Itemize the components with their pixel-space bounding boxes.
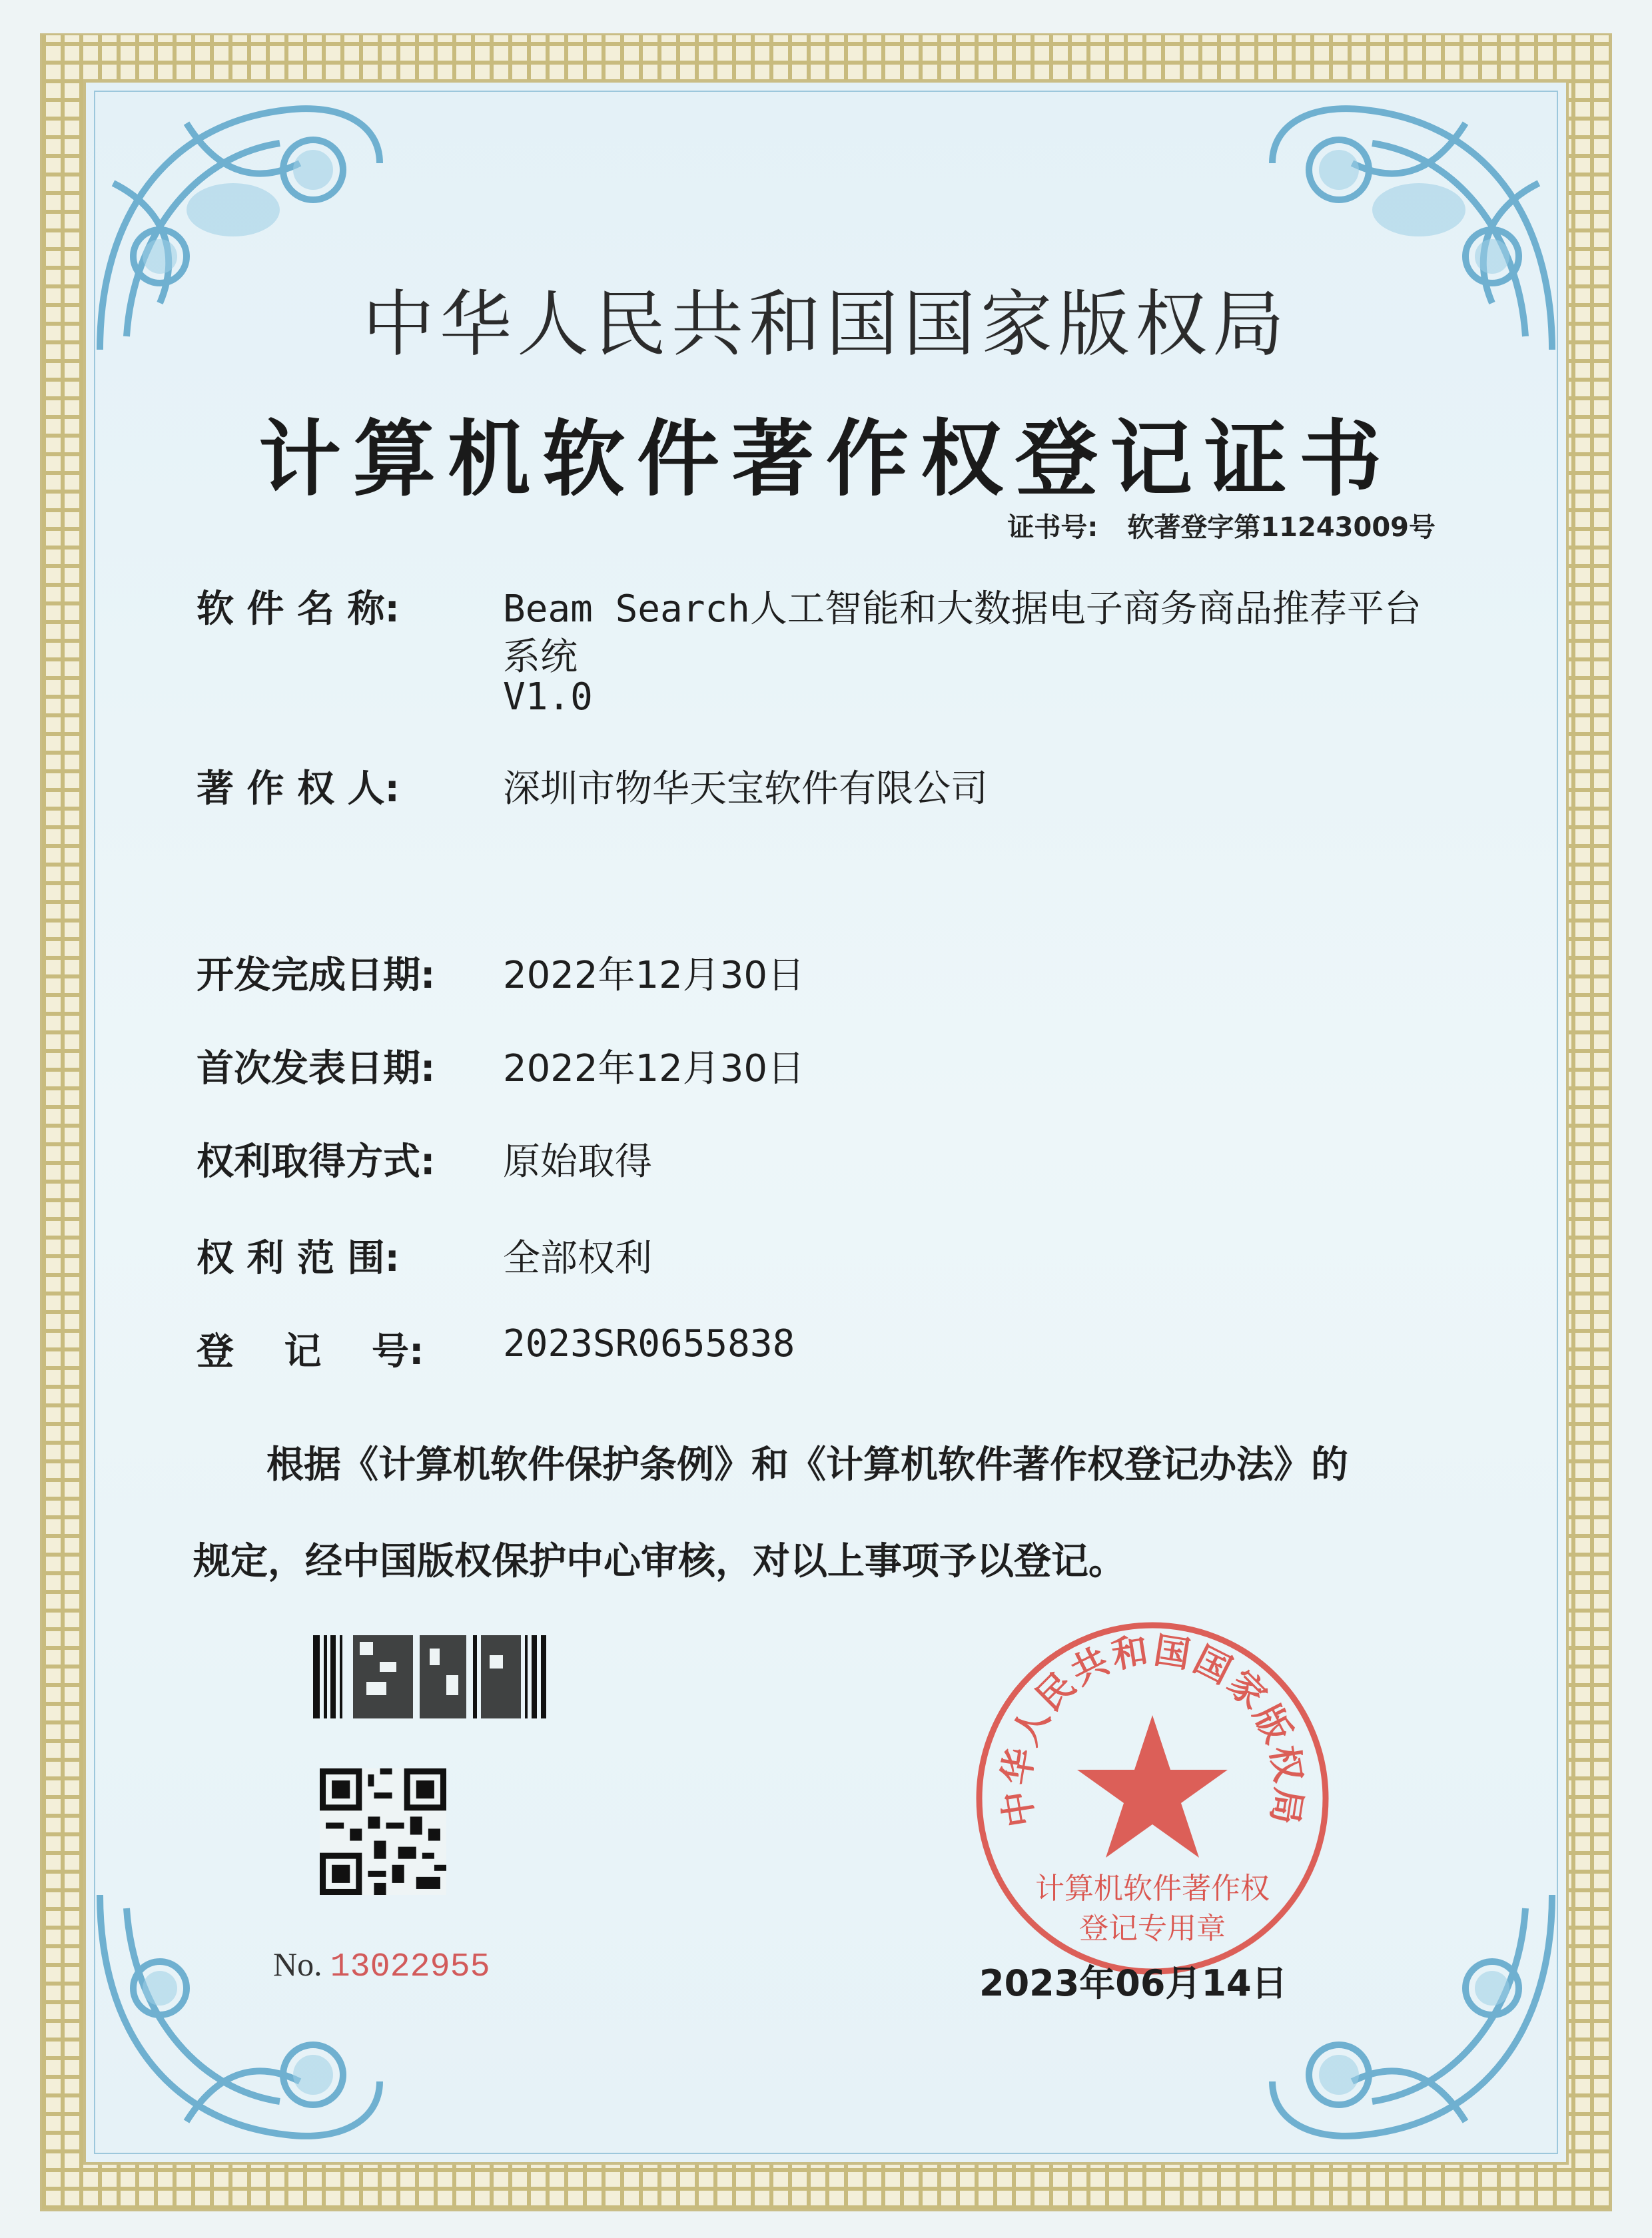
field-label: 著 作 权 人: (197, 767, 400, 811)
software-name-line2: 系统 (503, 635, 578, 679)
field-label: 首次发表日期: (197, 1047, 436, 1090)
dev-date-value: 2022年12月30日 (503, 954, 805, 997)
cert-no-value: 软著登字第11243009号 (1127, 512, 1436, 543)
software-name-line1: Beam Search人工智能和大数据电子商务商品推荐平台 (503, 587, 1422, 631)
statement-line1: 根据《计算机软件保护条例》和《计算机软件著作权登记办法》的 (266, 1443, 1348, 1487)
publish-date-value: 2022年12月30日 (503, 1047, 805, 1090)
owner-value: 深圳市物华天宝软件有限公司 (503, 767, 988, 811)
field-label: 开发完成日期: (197, 954, 436, 997)
certificate-number (1007, 506, 1436, 544)
serial-number (273, 1945, 490, 1986)
barcode-icon (313, 1635, 546, 1718)
official-seal-icon (969, 1615, 1336, 1982)
qr-code-icon (320, 1768, 446, 1895)
serial-value: 13022955 (330, 1948, 490, 1986)
field-label: 权 利 范 围: (197, 1237, 400, 1280)
seal-ring-text: 中华人民共和国国家版权局 (995, 1629, 1310, 1830)
reg-no-value: 2023SR0655838 (503, 1322, 795, 1365)
field-label: 软 件 名 称: (197, 587, 400, 631)
software-version: V1.0 (503, 675, 593, 719)
serial-label: No. (273, 1946, 322, 1983)
issue-date: 2023年06月14日 (979, 1962, 1288, 2004)
field-label: 登 记 号: (197, 1330, 424, 1373)
scope-value: 全部权利 (503, 1237, 652, 1280)
statement-line2: 规定，经中国版权保护中心审核，对以上事项予以登记。 (193, 1540, 1126, 1583)
seal-line1: 计算机软件著作权 (1035, 1872, 1270, 1906)
issuer-title: 中华人民共和国国家版权局 (362, 283, 1290, 366)
cert-no-label: 证书号: (1007, 512, 1098, 543)
certificate-title: 计算机软件著作权登记证书 (258, 411, 1394, 508)
acquire-method-value: 原始取得 (503, 1140, 652, 1184)
corner-ornament-icon (87, 1882, 393, 2161)
seal-line2: 登记专用章 (1079, 1912, 1226, 1946)
field-label: 权利取得方式: (197, 1140, 436, 1184)
